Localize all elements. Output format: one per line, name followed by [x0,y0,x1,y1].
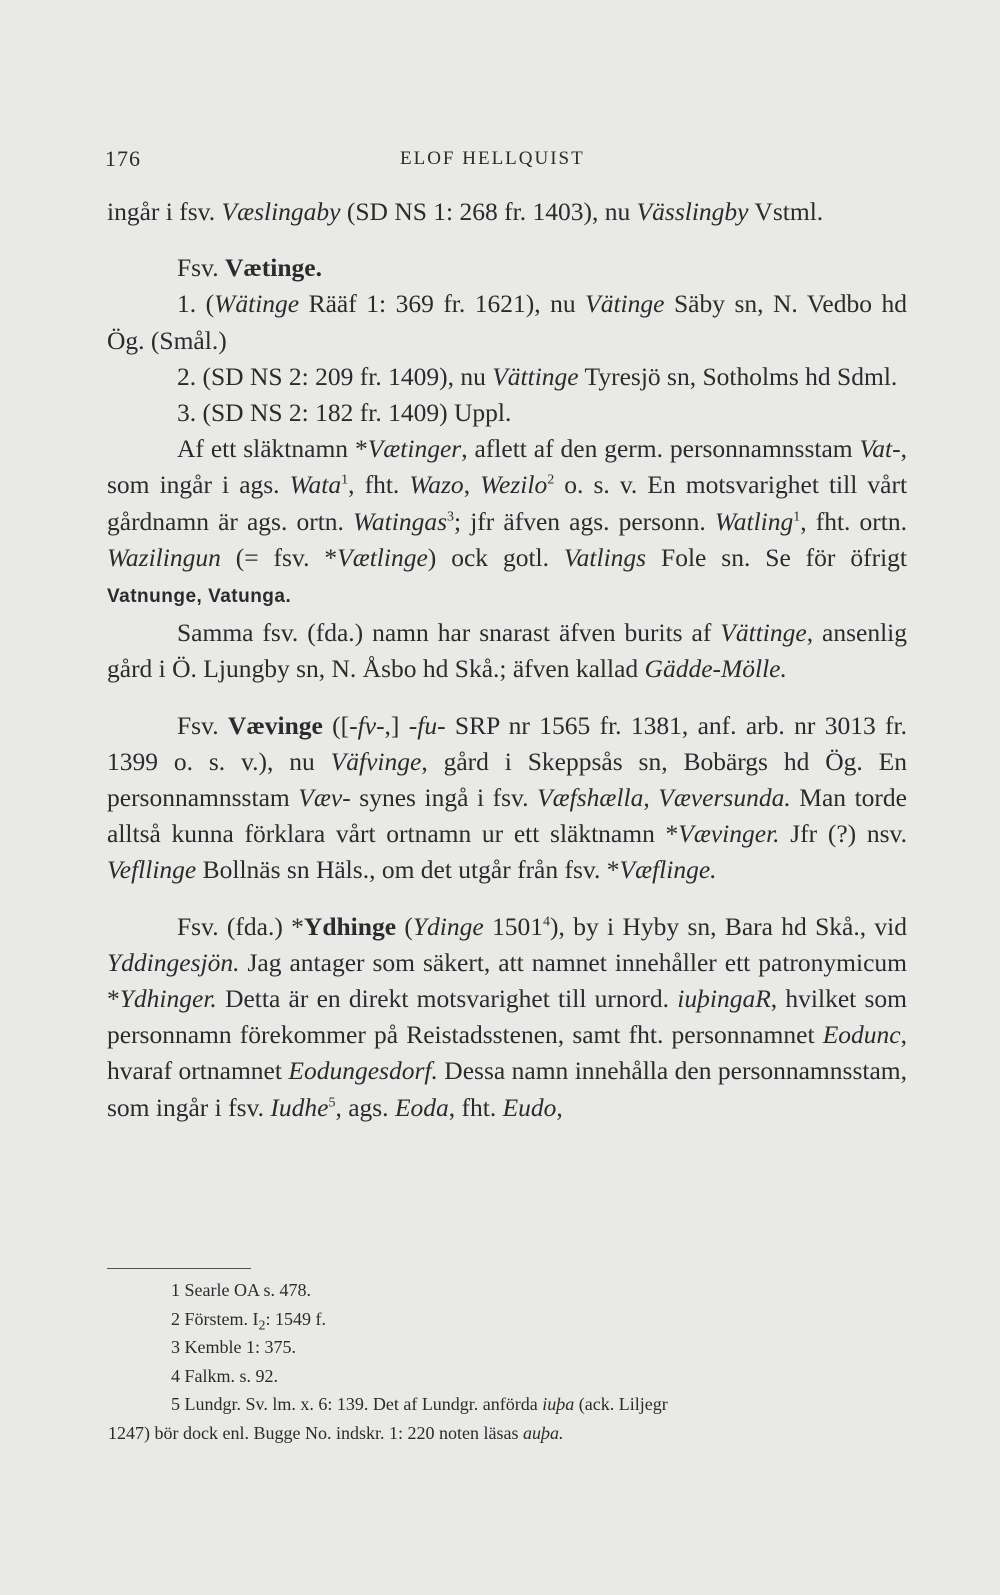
entry-heading-vaetinge: Fsv. Vætinge. [177,253,322,283]
paragraph-1: ingår i fsv. Væslingaby (SD NS 1: 268 fr. 1403), nu Vässlingby Vstml. [107,197,824,226]
paragraph-7: Samma fsv. (fda.) namn har snarast äfven burits af Vättinge, ansenlig gård i Ö. Ljungby sn, N. Åsbo hd Skå.; äfven kallad Gädde-Mölle. [107,618,907,684]
running-title: ELOF HELLQUIST [400,148,585,169]
main-text [107,194,907,1126]
paragraph-6: Af ett släktnamn *Vætinger, aflett af den germ. personnamnsstam Vat-, som ingår i ags. Wata$^1$, fht. Wazo, Wezilo$^2$ o. s. v. En motsvarighet till vårt gårdnamn är ags. ortn. Watingas$^3$; jfr äfven ags. personn. Watling$^1$, fht. ortn. Wazilingun (= fsv. *Vætlinge) ock gotl. Vatlings Fole sn. Se för öfrigt Vatnunge, Vatunga. [107,434,908,608]
footnote-3: 3 Kemble 1: 375. [171,1337,296,1357]
paragraph-5: 3. (SD NS 2: 182 fr. 1409) Uppl. [177,398,512,428]
footnote-rule [107,1268,251,1269]
paragraph-9: Fsv. (fda.) *Ydhinge (Ydinge 1501$^4$), by i Hyby sn, Bara hd Skå., vid Yddingesjön. Jag antager som säkert, att namnet innehåller ett patronymicum *Ydhinger. Detta är en direkt motsvarighet till urnord. iuþingaR, hvilket som personnamn förekommer på Reistadsstenen, samt fht. personnamnet Eodunc, hvaraf ortnamnet Eodungesdorf. Dessa namn innehålla den personnamnsstam, som ingår i fsv. Iudhe$^5$, ags. Eoda, fht. Eudo, [107,911,908,1122]
footnotes [108,1276,908,1447]
footnote-5-continued: 1247) bör dock enl. Bugge No. indskr. 1: 220 noten läsas auþa. [108,1422,564,1443]
page-number: 176 [105,146,141,171]
paragraph-8: Fsv. Vævinge ([-fv-,] -fu- SRP nr 1565 fr. 1381, anf. arb. nr 3013 fr. 1399 o. s. v.), nu Väfvinge, gård i Skeppsås sn, Bobärgs hd Ög. En personnamnsstam Væv- synes ingå i fsv. Væfshælla, Væversunda. Man torde alltså kunna förklara vårt ortnamn ur ett släktnamn *Vævinger. Jfr (?) nsv. Vefllinge Bollnäs sn Häls., om det utgår från fsv. *Væflinge. [107,710,907,885]
footnote-5: 5 Lundgr. Sv. lm. x. 6: 139. Det af Lundgr. anförda iuþa (ack. Liljegr [171,1394,668,1414]
footnote-4: 4 Falkm. s. 92. [171,1365,279,1386]
running-header [105,146,907,176]
footnote-2: 2 Förstem. $I_2$: 1549 f. [171,1308,326,1334]
paragraph-3: 1. (Wätinge Rääf 1: 369 fr. 1621), nu Vätinge Säby sn, N. Vedbo hd Ög. (Smål.) [107,289,907,355]
footnote-1: 1 Searle OA s. 478. [171,1280,311,1300]
paragraph-4: 2. (SD NS 2: 209 fr. 1409), nu Vättinge Tyresjö sn, Sotholms hd Sdml. [177,361,898,391]
